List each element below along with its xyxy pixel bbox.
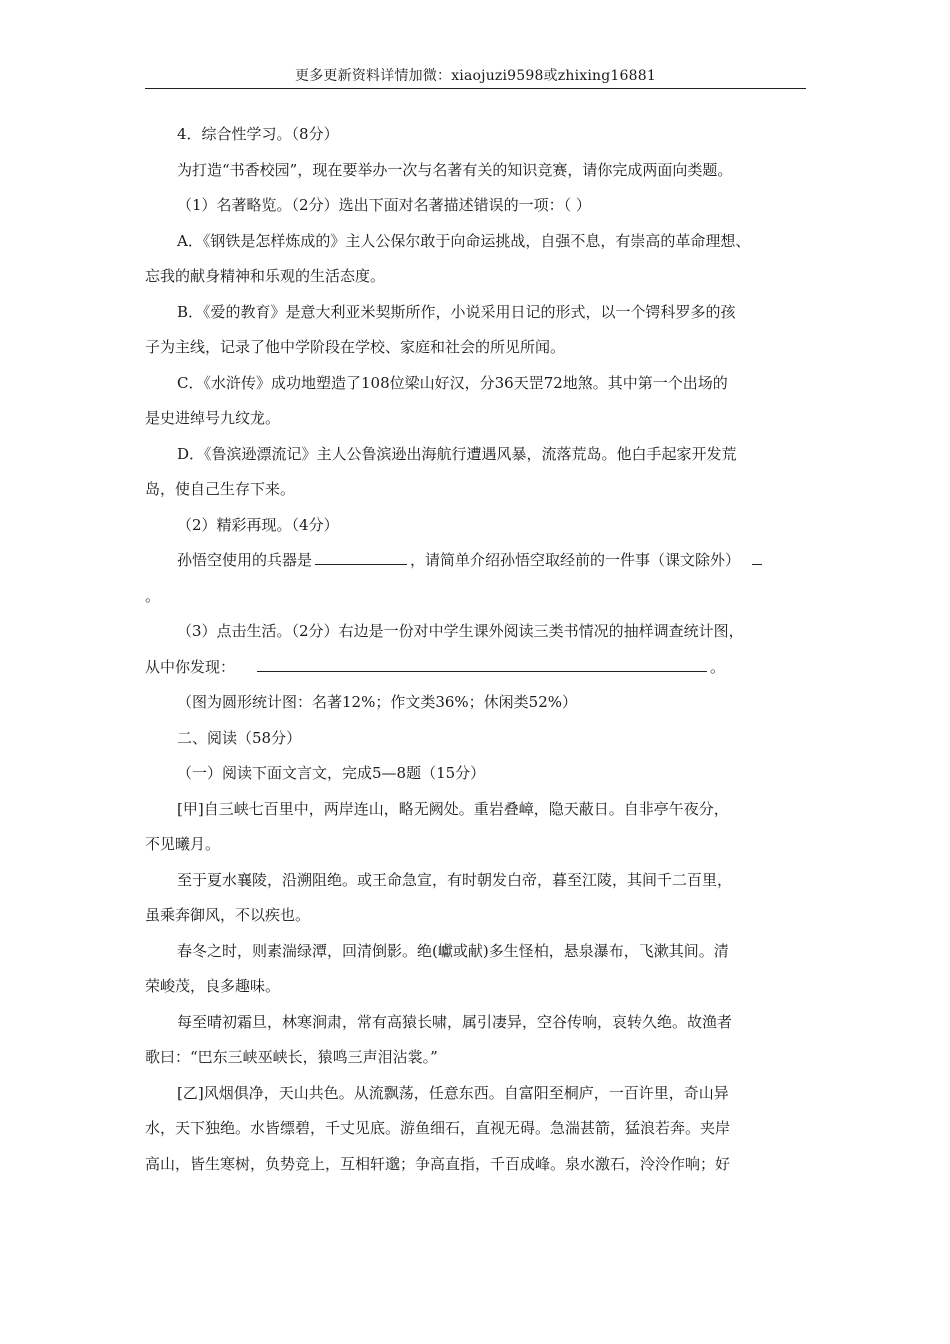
option-b-line-2: 子为主线，记录了他中学阶段在学校、家庭和社会的所见所闻。 [145,338,566,356]
option-d-line-1: D．《鲁滨逊漂流记》主人公鲁滨逊出海航行遭遇风暴，流落荒岛。他白手起家开发荒 [177,444,737,463]
passage-p3-line-2: 荣峻茂，良多趣味。 [145,977,281,995]
chart-note: （图为圆形统计图：名著12%；作文类36%；休闲类52%） [177,693,578,711]
page-header: 更多更新资料详情加微：xiaojuzi9598或zhixing16881 [295,68,656,84]
question-4-title: 4．综合性学习。（8分） [177,125,339,143]
story-answer-blank[interactable] [752,563,762,565]
passage-p4-line-1: 每至晴初霜旦，林寒涧肃，常有高猿长啸，属引凄异，空谷传响，哀转久绝。故渔者 [177,1012,733,1031]
passage-jia-line-2: 不见曦月。 [145,835,221,853]
question-4-2-end: 。 [145,586,161,605]
section-2-title: 二、阅读（58分） [177,728,302,747]
passage-p2-line-1: 至于夏水襄陵，沿溯阻绝。或王命急宣，有时朝发白帝，暮至江陵，其间千二百里， [177,870,733,889]
passage-yi-line-3: 高山，皆生寒树，负势竞上，互相轩邈；争高直指，千百成峰。泉水激石，泠泠作响；好 [145,1154,731,1173]
question-4-3-prompt [145,650,811,686]
passage-p3-line-1: 春冬之时，则素湍绿潭，回清倒影。绝(巘或献)多生怪柏，悬泉瀑布，飞漱其间。清 [177,941,729,960]
question-4-1: （1）名著略览。（2分）选出下面对名著描述错误的一项：（ ） [177,196,591,214]
option-b-line-1: B．《爱的教育》是意大利亚米契斯所作，小说采用日记的形式，以一个锷科罗多的孩 [177,302,736,321]
option-d-line-2: 岛，使自己生存下来。 [145,480,296,498]
passage-yi-line-2: 水，天下独绝。水皆缥碧，千丈见底。游鱼细石，直视无碍。急湍甚箭，猛浪若奔。夹岸 [145,1119,731,1137]
passage-p4-line-2: 歌曰：“巴东三峡巫峡长，猿鸣三声泪沾裳。” [145,1048,438,1066]
question-4-2-prompt [145,543,811,579]
question-4-3: （3）点击生活。（2分）右边是一份对中学生课外阅读三类书情况的抽样调查统计图， [177,622,744,640]
weapon-answer-blank[interactable] [315,563,407,565]
passage-yi-line-1: [乙]风烟俱净，天山共色。从流飘荡，任意东西。自富阳至桐庐，一百许里，奇山异 [177,1083,729,1102]
subsection-1-title: （一）阅读下面文言文，完成5—8题（15分） [177,764,486,782]
prompt-end: 。 [710,657,726,676]
header-divider [145,88,806,89]
option-a-line-1: A．《钢铁是怎样炼成的》主人公保尔敢于向命运挑战，自强不息，有崇高的革命理想、 [177,231,751,250]
option-c-line-1: C．《水浒传》成功地塑造了108位梁山好汉，分36天罡72地煞。其中第一个出场的 [177,373,728,392]
option-c-line-2: 是史进绰号九纹龙。 [145,409,281,427]
option-a-line-2: 忘我的献身精神和乐观的生活态度。 [145,267,386,285]
prompt-text: 从中你发现： [145,657,236,676]
passage-jia-line-1: [甲]自三峡七百里中，两岸连山，略无阙处。重岩叠嶂，隐天蔽日。自非亭午夜分， [177,799,729,818]
passage-p2-line-2: 虽乘奔御风，不以疾也。 [145,906,311,924]
finding-answer-blank[interactable] [257,670,707,672]
prompt-text-a: 孙悟空使用的兵器是 [177,551,313,569]
question-4-intro: 为打造“书香校园”，现在要举办一次与名著有关的知识竞赛，请你完成两面向类题。 [177,160,733,179]
question-4-2: （2）精彩再现。（4分） [177,515,339,534]
prompt-text-b: ，请简单介绍孙悟空取经前的一件事（课文除外） [410,551,741,569]
document-body [145,117,811,1182]
